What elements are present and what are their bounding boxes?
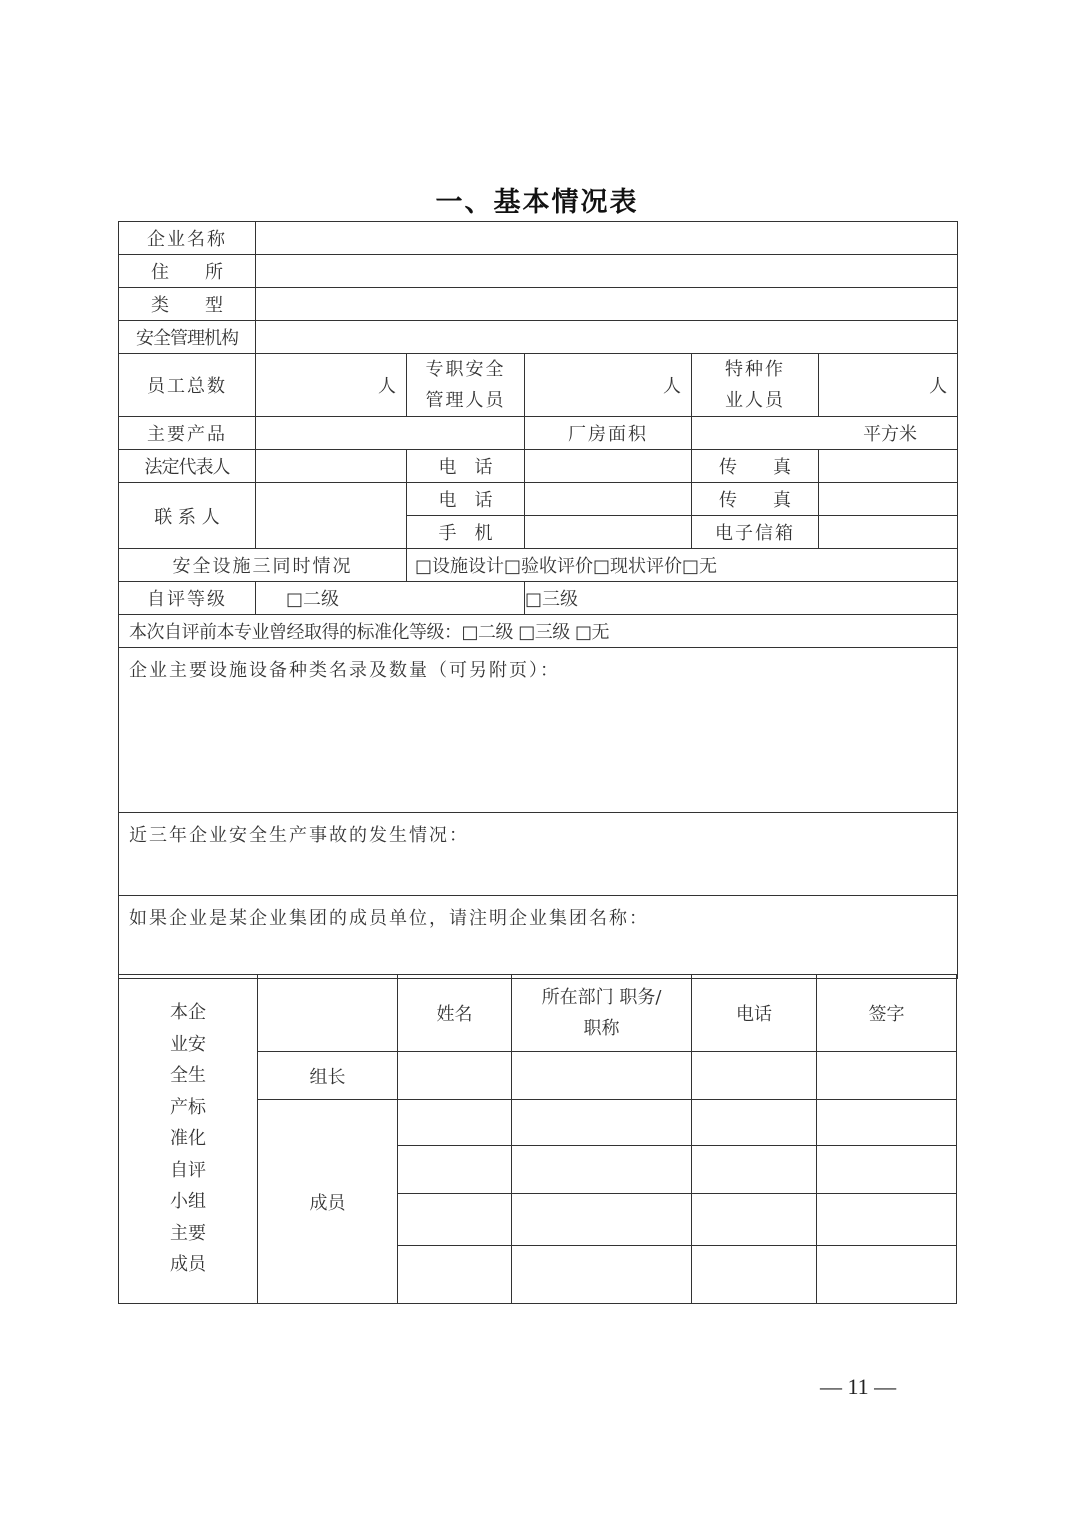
side-label-line: 自评	[170, 1159, 206, 1181]
main-products-field[interactable]	[256, 417, 525, 450]
three-simultaneous-options[interactable]: □设施设计□验收评价□现状评价□无	[407, 549, 958, 582]
member-dept-cell[interactable]	[512, 1194, 692, 1246]
employees-label: 员工总数	[119, 354, 256, 417]
main-products-label: 主要产品	[119, 417, 256, 450]
header-dept-line2: 职称	[583, 1018, 620, 1039]
group-member-field[interactable]: 如果企业是某企业集团的成员单位，请注明企业集团名称：	[119, 896, 958, 979]
special-ops-label	[692, 354, 819, 417]
team-side-label	[119, 975, 258, 1304]
company-name-field[interactable]	[256, 222, 958, 255]
grade-three-checkbox[interactable]: □三级	[525, 582, 958, 615]
member-name-cell[interactable]	[398, 1100, 512, 1146]
fulltime-safety-line2: 管理人员	[425, 390, 506, 411]
leader-name-cell[interactable]	[398, 1052, 512, 1100]
member-name-cell[interactable]	[398, 1194, 512, 1246]
member-dept-cell[interactable]	[512, 1100, 692, 1146]
page-number: — 11 —	[820, 1374, 897, 1399]
address-field[interactable]	[256, 255, 958, 288]
side-label-line: 本企	[170, 1002, 206, 1024]
equipment-list-field[interactable]: 企业主要设施设备种类名录及数量（可另附页）：	[119, 648, 958, 813]
special-ops-line1: 特种作	[725, 359, 785, 380]
fulltime-safety-label	[407, 354, 525, 417]
member-dept-cell[interactable]	[512, 1246, 692, 1304]
member-signature-cell[interactable]	[817, 1246, 957, 1304]
three-simultaneous-label: 安全设施三同时情况	[119, 549, 407, 582]
type-field[interactable]	[256, 288, 958, 321]
fulltime-safety-line1: 专职安全	[425, 359, 506, 380]
legal-rep-fax-field[interactable]	[819, 450, 958, 483]
legal-rep-fax-label: 传 真	[692, 450, 819, 483]
accidents-field[interactable]: 近三年企业安全生产事故的发生情况：	[119, 813, 958, 896]
employees-field[interactable]: 人	[256, 354, 407, 417]
email-field[interactable]	[819, 516, 958, 549]
header-phone: 电话	[692, 975, 817, 1052]
header-dept-line1: 所在部门 职务/	[541, 987, 662, 1008]
member-name-cell[interactable]	[398, 1146, 512, 1194]
contact-field[interactable]	[256, 483, 407, 549]
previous-grade-row[interactable]: 本次自评前本专业曾经取得的标准化等级：□二级 □三级 □无	[119, 615, 958, 648]
member-phone-cell[interactable]	[692, 1146, 817, 1194]
side-label-line: 准化	[170, 1128, 206, 1150]
fulltime-safety-field[interactable]: 人	[525, 354, 692, 417]
member-phone-cell[interactable]	[692, 1100, 817, 1146]
contact-phone-field[interactable]	[525, 483, 692, 516]
company-name-label: 企业名称	[119, 222, 256, 255]
contact-label: 联 系 人	[119, 483, 256, 549]
member-signature-cell[interactable]	[817, 1146, 957, 1194]
member-dept-cell[interactable]	[512, 1146, 692, 1194]
member-phone-cell[interactable]	[692, 1194, 817, 1246]
side-label-line: 业安	[170, 1033, 206, 1055]
safety-org-field[interactable]	[256, 321, 958, 354]
mobile-field[interactable]	[525, 516, 692, 549]
contact-phone-label: 电 话	[407, 483, 525, 516]
page-title: 一、基本情况表	[435, 187, 639, 218]
legal-rep-field[interactable]	[256, 450, 407, 483]
member-signature-cell[interactable]	[817, 1100, 957, 1146]
legal-rep-label: 法定代表人	[119, 450, 256, 483]
side-label-line: 小组	[170, 1191, 206, 1213]
member-signature-cell[interactable]	[817, 1194, 957, 1246]
legal-rep-phone-label: 电 话	[407, 450, 525, 483]
header-dept	[512, 975, 692, 1052]
address-label: 住 所	[119, 255, 256, 288]
email-label: 电子信箱	[692, 516, 819, 549]
leader-dept-cell[interactable]	[512, 1052, 692, 1100]
factory-area-label: 厂房面积	[525, 417, 692, 450]
header-signature: 签字	[817, 975, 957, 1052]
side-label-line: 全生	[170, 1065, 206, 1087]
member-name-cell[interactable]	[398, 1246, 512, 1304]
self-grade-label: 自评等级	[119, 582, 256, 615]
side-label-line: 产标	[170, 1096, 206, 1118]
type-label: 类 型	[119, 288, 256, 321]
contact-fax-field[interactable]	[819, 483, 958, 516]
legal-rep-phone-field[interactable]	[525, 450, 692, 483]
grade-two-checkbox[interactable]: □二级	[256, 582, 525, 615]
contact-fax-label: 传 真	[692, 483, 819, 516]
header-name: 姓名	[398, 975, 512, 1052]
members-label: 成员	[258, 1100, 398, 1304]
leader-signature-cell[interactable]	[817, 1052, 957, 1100]
side-label-line: 主要	[170, 1222, 206, 1244]
basic-info-table	[118, 221, 958, 979]
header-blank	[258, 975, 398, 1052]
special-ops-field[interactable]: 人	[819, 354, 958, 417]
special-ops-line2: 业人员	[725, 390, 785, 411]
safety-org-label: 安全管理机构	[119, 321, 256, 354]
mobile-label: 手 机	[407, 516, 525, 549]
member-phone-cell[interactable]	[692, 1246, 817, 1304]
self-eval-team-table	[118, 974, 957, 1304]
factory-area-field[interactable]: 平方米	[692, 417, 958, 450]
leader-phone-cell[interactable]	[692, 1052, 817, 1100]
leader-label: 组长	[258, 1052, 398, 1100]
side-label-line: 成员	[170, 1254, 206, 1276]
